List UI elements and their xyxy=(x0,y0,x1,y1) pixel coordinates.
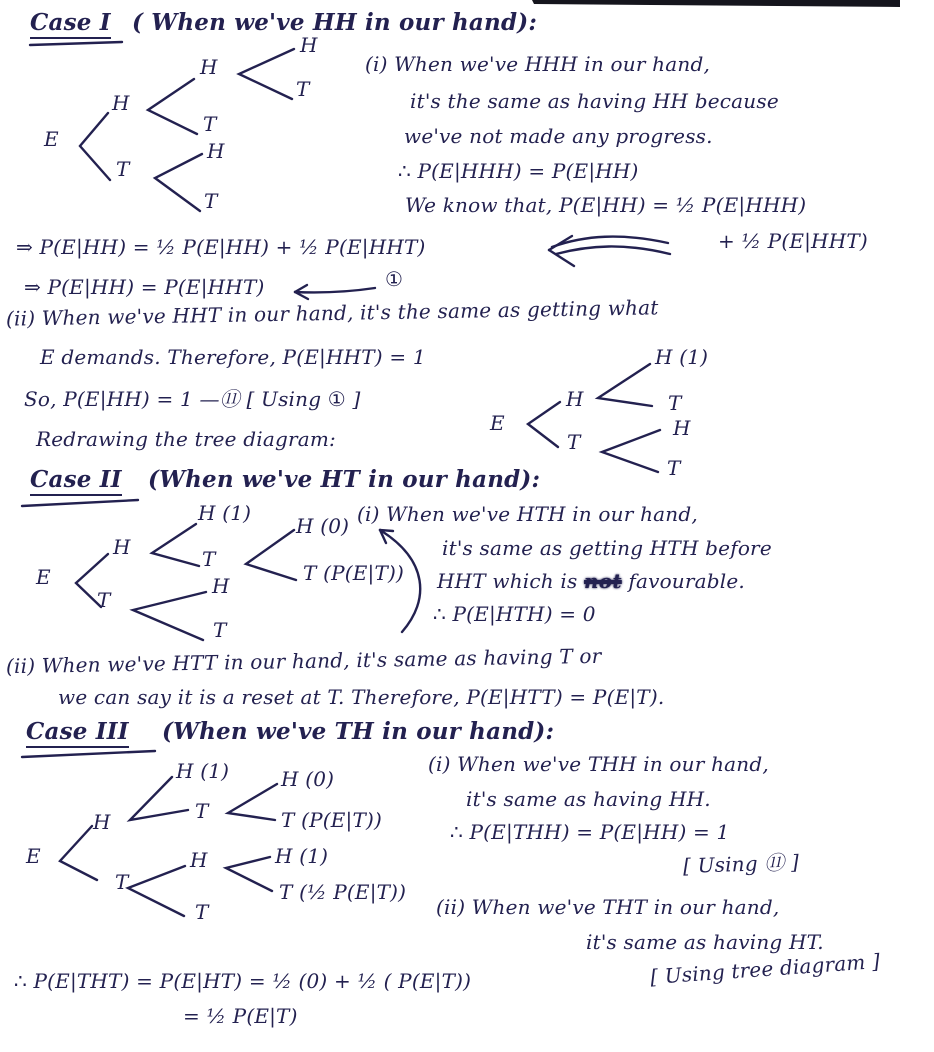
case3-tree-lines xyxy=(60,777,277,916)
tree-node-label: T xyxy=(195,799,209,823)
tree-node-label: H xyxy=(112,91,130,115)
scan-artifact-bar xyxy=(532,0,900,7)
tree-node-label: H xyxy=(207,139,225,163)
note-fragment: favourable. xyxy=(628,569,745,593)
equation-line: ∴ P(E|THH) = P(E|HH) = 1 xyxy=(450,820,730,844)
tree-node-label: T xyxy=(97,588,111,612)
note-line: (i) When we've HTH in our hand, xyxy=(357,502,698,526)
tree-node-label: E xyxy=(36,565,51,589)
note-line xyxy=(437,570,745,593)
tree-node-label: T xyxy=(195,900,209,924)
note-line: (ii) When we've THT in our hand, xyxy=(436,895,780,919)
tree-node-label: E xyxy=(44,127,59,151)
tree-node-label: H (0) xyxy=(296,514,350,538)
equation-line: ⇒ P(E|HH) = ½ P(E|HH) + ½ P(E|HHT) xyxy=(16,235,426,259)
tree-node-label: T xyxy=(213,618,227,642)
equation-line: So, P(E|HH) = 1 —⑪ [ Using ① ] xyxy=(24,387,361,411)
equation-line: ∴ P(E|HTH) = 0 xyxy=(433,602,596,626)
tree-node-label: T xyxy=(567,430,581,454)
case2-heading-title: Case II xyxy=(30,467,122,496)
tree-node-label: H (1) xyxy=(655,345,709,369)
equation-line: ⇒ P(E|HH) = P(E|HHT) xyxy=(24,275,265,299)
tree-node-label: H xyxy=(93,810,111,834)
note-line: (i) When we've THH in our hand, xyxy=(428,752,769,776)
tree-node-label: H (0) xyxy=(281,767,335,791)
note-fragment: HHT which is xyxy=(437,569,578,593)
case3-heading-rest: (When we've TH in our hand): xyxy=(162,718,555,745)
note-line: it's same as having HH. xyxy=(466,787,711,811)
note-line: (i) When we've HHH in our hand, xyxy=(365,52,711,76)
tree-node-label: T xyxy=(202,547,216,571)
tree-node-label: E xyxy=(490,411,505,435)
double-left-arrow xyxy=(549,236,670,266)
struck-word: not xyxy=(584,569,622,593)
case2-tree-lines xyxy=(76,524,296,640)
case2-heading-rest: (When we've HT in our hand): xyxy=(148,466,541,493)
equation-line: + ½ P(E|HHT) xyxy=(718,229,868,253)
note-line: Redrawing the tree diagram: xyxy=(36,427,336,451)
equation-ref: [ Using tree diagram ] xyxy=(649,948,881,990)
equation-ref: [ Using ⑪ ] xyxy=(682,849,800,879)
case3-heading-title: Case III xyxy=(26,719,129,748)
tree-node-label: T xyxy=(204,189,218,213)
tree-node-label: T (P(E|T)) xyxy=(303,561,405,585)
eq2-left-arrow xyxy=(295,285,375,299)
tree-node-label: H xyxy=(190,848,208,872)
tree-node-label: T (P(E|T)) xyxy=(281,808,383,832)
equation-line: = ½ P(E|T) xyxy=(183,1004,298,1028)
tree-node-label: T xyxy=(668,391,682,415)
note-line: we've not made any progress. xyxy=(404,124,713,148)
tree-node-label: H xyxy=(673,416,691,440)
equation-ref-circled-1: ① xyxy=(385,267,404,291)
tree-node-label: T xyxy=(667,456,681,480)
note-line: we can say it is a reset at T. Therefore, P(E|HTT) = P(E|T). xyxy=(58,685,665,709)
tree-node-label: E xyxy=(26,844,41,868)
case1-redrawn-tree-lines xyxy=(528,364,660,472)
tree-node-label: H xyxy=(212,574,230,598)
case1-tree-lines xyxy=(80,49,294,211)
equation-line: We know that, P(E|HH) = ½ P(E|HHH) xyxy=(405,193,807,217)
note-line: it's same as getting HTH before xyxy=(442,536,772,560)
case1-heading-title: Case I xyxy=(30,10,111,39)
equation-line: ∴ P(E|HHH) = P(E|HH) xyxy=(398,159,639,183)
tree-node-label: T xyxy=(116,157,130,181)
note-line: it's same as having HT. xyxy=(586,930,824,954)
tree-node-label: H xyxy=(566,387,584,411)
tree-node-label: H (1) xyxy=(198,501,252,525)
tree-node-label: H xyxy=(113,535,131,559)
tree-node-label: T xyxy=(296,77,310,101)
tree-node-label: T (½ P(E|T)) xyxy=(279,880,407,904)
note-line: it's the same as having HH because xyxy=(410,89,779,113)
tree-node-label: H xyxy=(200,55,218,79)
tree-node-label: H xyxy=(300,33,318,57)
tree-node-label: H (1) xyxy=(275,844,329,868)
note-line: (ii) When we've HHT in our hand, it's the same as getting what xyxy=(5,295,659,331)
note-line: (ii) When we've HTT in our hand, it's same as having T or xyxy=(5,643,602,679)
note-line: E demands. Therefore, P(E|HHT) = 1 xyxy=(40,345,426,369)
equation-line: ∴ P(E|THT) = P(E|HT) = ½ (0) + ½ ( P(E|T)) xyxy=(14,969,472,993)
case1-heading-rest: ( When we've HH in our hand): xyxy=(132,9,538,36)
tree-node-label: H (1) xyxy=(176,759,230,783)
tree-node-label: T xyxy=(115,870,129,894)
tree-node-label: T xyxy=(203,112,217,136)
